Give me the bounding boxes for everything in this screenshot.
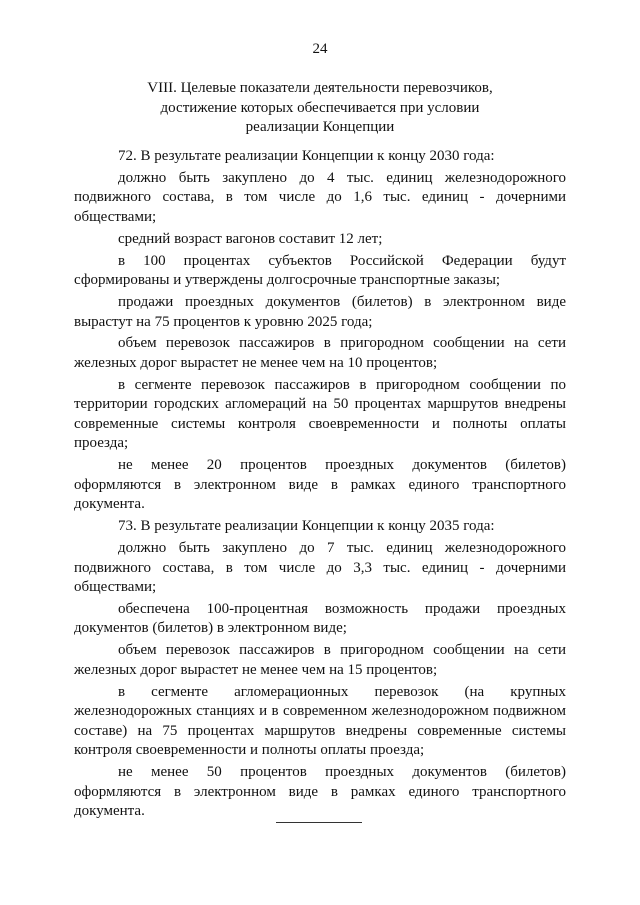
- paragraph-transport-orders: в 100 процентах субъектов Российской Федерации будут сформированы и утверждены долгосрочные транспортные заказы;: [74, 252, 566, 289]
- end-divider-line: [276, 822, 362, 823]
- paragraph-73-intro: 73. В результате реализации Концепции к концу 2035 года:: [118, 518, 495, 535]
- body-text: [74, 147, 566, 822]
- paragraph-electronic-sales: обеспечена 100-процентная возможность продажи проездных документов (билетов) в электронном виде;: [74, 600, 566, 637]
- paragraph-passenger-volume-2035: объем перевозок пассажиров в пригородном сообщении на сети железных дорог вырастет не менее чем на 15 процентов;: [74, 642, 566, 678]
- paragraph-electronic-tickets-2035: не менее 50 процентов проездных документов (билетов) оформляются в электронном виде в рамках единого транспортного документа.: [74, 764, 566, 820]
- paragraph-rolling-stock-2035: должно быть закуплено до 7 тыс. единиц железнодорожного подвижного состава, в том числе до 3,3 тыс. единиц - дочерними обществами;: [74, 540, 566, 596]
- page-number: 24: [312, 41, 328, 57]
- paragraph-electronic-tickets-2030: не менее 20 процентов проездных документов (билетов) оформляются в электронном виде в рамках единого транспортного документа.: [74, 457, 566, 513]
- section-heading: [74, 79, 566, 138]
- paragraph-passenger-volume-2030: объем перевозок пассажиров в пригородном сообщении на сети железных дорог вырастет не менее чем на 10 процентов;: [74, 335, 566, 371]
- paragraph-wagon-age: средний возраст вагонов составит 12 лет;: [118, 230, 383, 247]
- section-heading-line-2: достижение которых обеспечивается при условии: [160, 99, 480, 116]
- section-heading-line-1: VIII. Целевые показатели деятельности перевозчиков,: [147, 80, 493, 96]
- paragraph-72-intro: 72. В результате реализации Концепции к концу 2030 года:: [118, 148, 495, 164]
- paragraph-fare-control-2030: в сегменте перевозок пассажиров в пригородном сообщении по территории городских агломераций на 50 процентах маршрутов внедрены современные системы контроля своевременности и полноты оплаты проезда;: [74, 376, 566, 452]
- paragraph-fare-control-2035: в сегменте агломерационных перевозок (на крупных железнодорожных станциях и в современном железнодорожном подвижном составе) на 75 процентах маршрутов внедрены современные системы контроля своевременности и полноты оплаты проезда;: [74, 683, 566, 759]
- paragraph-rolling-stock-2030: должно быть закуплено до 4 тыс. единиц железнодорожного подвижного состава, в том числе до 1,6 тыс. единиц - дочерними обществами;: [74, 169, 566, 225]
- paragraph-ticket-sales-growth: продажи проездных документов (билетов) в электронном виде вырастут на 75 процентов к уровню 2025 года;: [74, 294, 566, 330]
- section-heading-line-3: реализации Концепции: [245, 119, 395, 135]
